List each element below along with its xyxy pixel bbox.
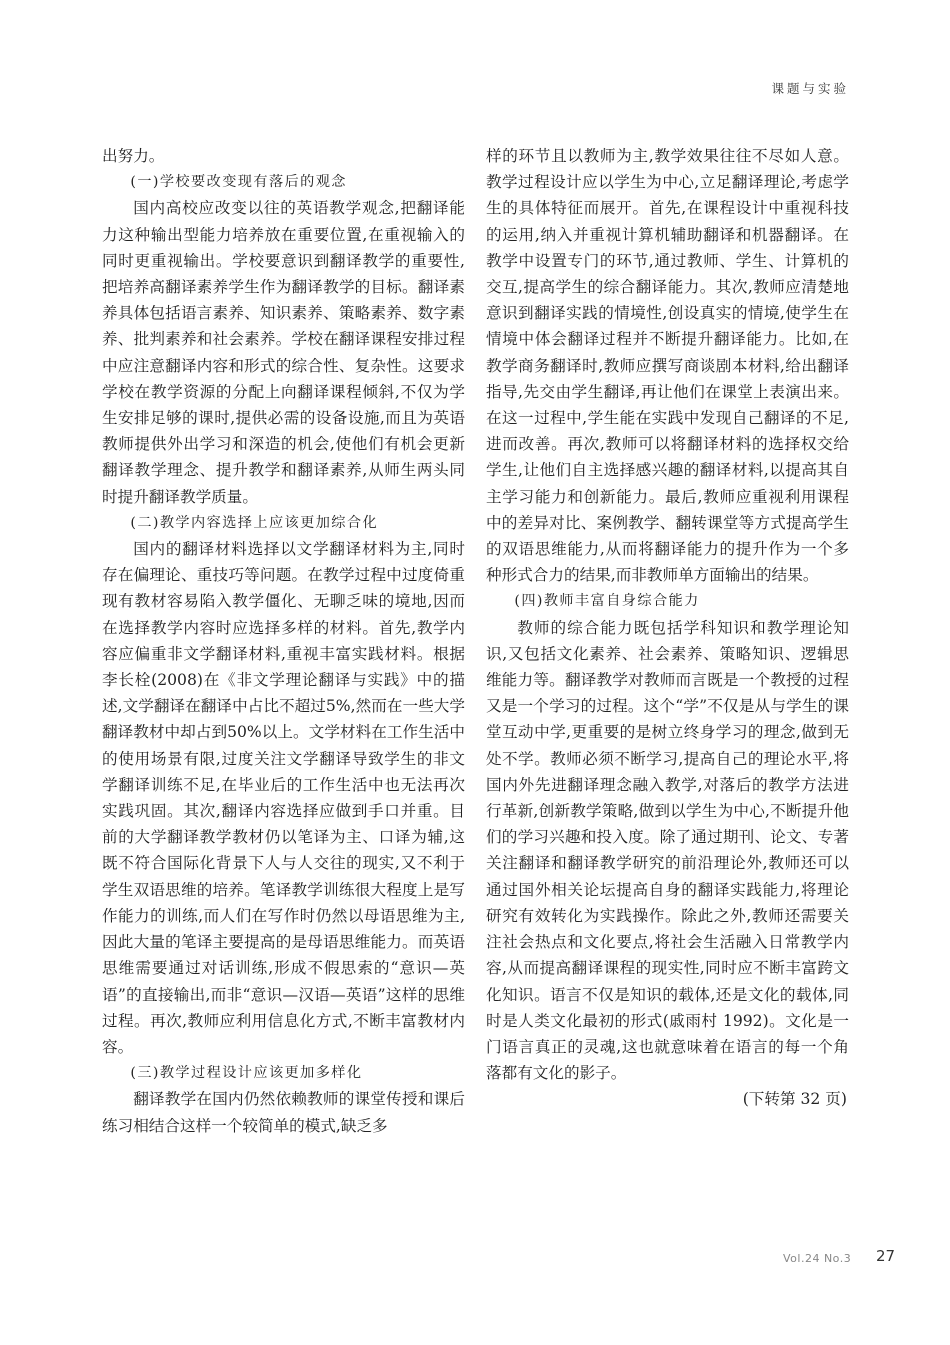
- paragraph-continuation: 出努力。: [102, 147, 165, 165]
- paragraph: 国内的翻译材料选择以文学翻译材料为主,同时存在偏理论、重技巧等问题。在教学过程中过度倚重现有教材容易陷入教学僵化、无聊乏味的境地,因而在选择教学内容时应选择多样的材料。首先,教学内容应偏重非文学翻译材料,重视丰富实践材料。根据李长栓(2008)在《非文学理论翻译与实践》中的描述,文学翻译在翻译中占比不超过5%,然而在一些大学翻译教材中却占到50%以上。文学材料在工作生活中的使用场景有限,过度关注文学翻译导致学生的非文学翻译训练不足,在毕业后的工作生活中也无法再次实践巩固。其次,翻译内容选择应做到手口并重。目前的大学翻译教学教材仍以笔译为主、口译为辅,这既不符合国际化背景下人与人交往的现实,又不利于学生双语思维的培养。笔译教学训练很大程度上是写作能力的训练,而人们在写作时仍然以母语思维为主,因此大量的笔译主要提高的是母语思维能力。而英语思维需要通过对话训练,形成不假思索的“意识—英语”的直接输出,而非“意识—汉语—英语”这样的思维过程。再次,教师应利用信息化方式,不断丰富教材内容。: [102, 540, 465, 1056]
- section-heading-2: (二)教学内容选择上应该更加综合化: [130, 514, 379, 531]
- paragraph: 翻译教学在国内仍然依赖教师的课堂传授和课后练习相结合这样一个较简单的模式,缺乏多: [102, 1090, 465, 1135]
- issue-label: Vol.24 No.3: [783, 1252, 852, 1265]
- paragraph: 国内高校应改变以往的英语教学观念,把翻译能力这种输出型能力培养放在重要位置,在重视输入的同时更重视输出。学校要意识到翻译教学的重要性,把培养高翻译素养学生作为翻译教学的目标。翻译素养具体包括语言素养、知识素养、策略素养、数字素养、批判素养和社会素养。学校在翻译课程安排过程中应注意翻译内容和形式的综合性、复杂性。这要求学校在教学资源的分配上向翻译课程倾斜,不仅为学生安排足够的课时,提供必需的设备设施,而且为英语教师提供外出学习和深造的机会,使他们有机会更新翻译教学理念、提升教学和翻译素养,从师生两头同时提升翻译教学质量。: [102, 199, 465, 506]
- paragraph: 教师的综合能力既包括学科知识和教学理论知识,又包括文化素养、社会素养、策略知识、逻辑思维能力等。翻译教学对教师而言既是一个教授的过程又是一个学习的过程。这个“学”不仅是从与学生的课堂互动中学,更重要的是树立终身学习的理念,做到无处不学。教师必须不断学习,提高自己的理论水平,将国内外先进翻译理念融入教学,对落后的教学方法进行革新,创新教学策略,做到以学生为中心,不断提升他们的学习兴趣和投入度。除了通过期刊、论文、专著关注翻译和翻译教学研究的前沿理论外,教师还可以通过国外相关论坛提高自身的翻译实践能力,将理论研究有效转化为实践操作。除此之外,教师还需要关注社会热点和文化要点,将社会生活融入日常教学内容,从而提高翻译课程的现实性,同时应不断丰富跨文化知识。语言不仅是知识的载体,还是文化的载体,同时是人类文化最初的形式(戚雨村 1992)。文化是一门语言真正的灵魂,这也就意味着在语言的每一个角落都有文化的影子。: [486, 618, 849, 1083]
- continued-note: (下转第 32 页): [742, 1090, 847, 1109]
- paragraph-continuation: 样的环节且以教师为主,教学效果往往不尽如人意。教学过程设计应以学生为中心,立足翻译理论,考虑学生的具体特征而展开。首先,在课程设计中重视科技的运用,纳入并重视计算机辅助翻译和机器翻译。在教学中设置专门的环节,通过教师、学生、计算机的交互,提高学生的综合翻译能力。其次,教师应清楚地意识到翻译实践的情境性,创设真实的情境,使学生在情境中体会翻译过程并不断提升翻译能力。比如,在教学商务翻译时,教师应撰写商谈剧本材料,给出翻译指导,先交由学生翻译,再让他们在课堂上表演出来。在这一过程中,学生能在实践中发现自己翻译的不足,进而改善。再次,教师可以将翻译材料的选择权交给学生,让他们自主选择感兴趣的翻译材料,以提高其自主学习能力和创新能力。最后,教师应重视利用课程中的差异对比、案例教学、翻转课堂等方式提高学生的双语思维能力,从而将翻译能力的提升作为一个多种形式合力的结果,而非教师单方面输出的结果。: [486, 147, 849, 585]
- section-heading-3: (三)教学过程设计应该更加多样化: [130, 1065, 363, 1082]
- right-column: [486, 143, 849, 1113]
- running-header: 课题与实验: [771, 81, 849, 96]
- section-heading-1: (一)学校要改变现有落后的观念: [130, 174, 347, 191]
- section-heading-4: (四)教师丰富自身综合能力: [514, 593, 700, 610]
- page-number: 27: [876, 1247, 896, 1265]
- left-column: [102, 143, 465, 1139]
